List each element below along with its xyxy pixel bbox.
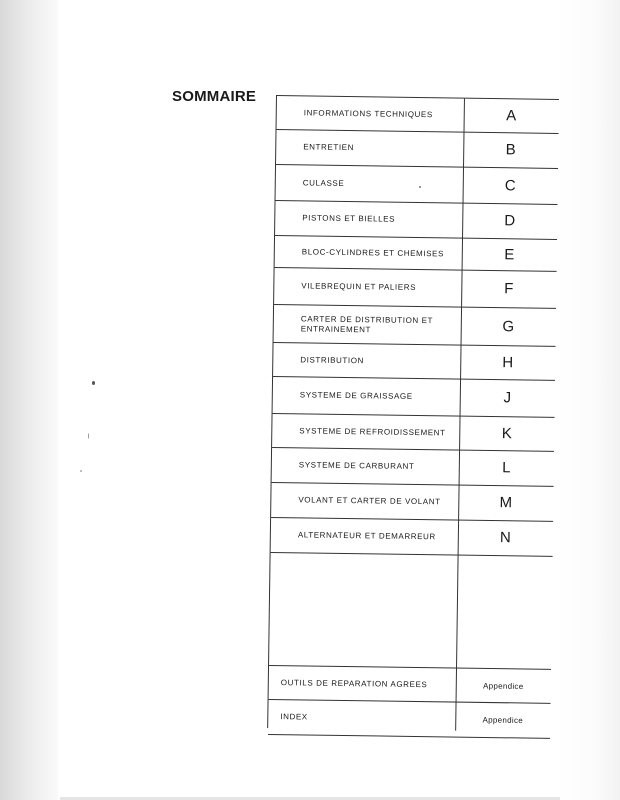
toc-row <box>272 414 554 452</box>
page-title: SOMMAIRE <box>172 88 257 105</box>
toc-section-label: CULASSE <box>302 177 345 188</box>
toc-section-label: BLOC-CYLINDRES ET CHEMISES <box>301 246 445 258</box>
paper-speck <box>92 381 95 385</box>
toc-appendix-row <box>269 666 551 704</box>
toc-appendix-label: INDEX <box>280 712 308 722</box>
toc-section-label: ENTRETIEN <box>303 142 355 153</box>
toc-section-label: SYSTEME DE CARBURANT <box>298 460 415 471</box>
paper-speck <box>88 433 89 439</box>
toc-section-letter: N <box>499 529 511 547</box>
toc-section-label: INFORMATIONS TECHNIQUES <box>303 107 433 119</box>
toc-row <box>275 236 557 272</box>
toc-section-letter: L <box>502 459 511 477</box>
toc-section-letter: B <box>505 141 516 159</box>
page-edge-shadow <box>558 0 620 800</box>
toc-section-letter: G <box>502 317 515 335</box>
toc-row <box>276 165 558 205</box>
toc-section-letter: H <box>502 353 514 371</box>
page-gutter-shadow <box>0 0 58 800</box>
toc-row <box>273 343 555 381</box>
toc-row <box>277 96 559 134</box>
toc-section-label: VOLANT ET CARTER DE VOLANT <box>298 495 441 507</box>
paper-speck <box>80 470 82 472</box>
toc-section-label: SYSTEME DE GRAISSAGE <box>299 390 413 401</box>
toc-blank-row <box>269 553 553 670</box>
toc-section-letter: K <box>501 424 512 442</box>
toc-section-letter: A <box>506 106 517 124</box>
toc-section-letter: F <box>504 280 514 298</box>
toc-section-label: CARTER DE DISTRIBUTION ET ENTRAINEMENT <box>300 313 433 334</box>
toc-row <box>273 377 555 418</box>
toc-section-letter: J <box>503 389 512 407</box>
toc-section-label: ALTERNATEUR ET DEMARREUR <box>297 530 436 542</box>
toc-appendix-marker: Appendice <box>482 715 524 726</box>
toc-row <box>274 268 556 309</box>
toc-section-letter: M <box>499 494 513 512</box>
toc-row <box>275 201 557 240</box>
toc-appendix-label: OUTILS DE REPARATION AGREES <box>280 677 428 689</box>
table-of-contents <box>267 95 559 732</box>
toc-section-label: PISTONS ET BIELLES <box>302 213 396 224</box>
toc-section-label: SYSTEME DE REFROIDISSEMENT <box>299 425 446 437</box>
toc-row <box>274 305 557 347</box>
toc-section-letter: E <box>504 245 515 263</box>
toc-section-letter: D <box>504 212 516 230</box>
toc-appendix-marker: Appendice <box>482 680 524 691</box>
toc-row <box>276 130 558 169</box>
toc-section-label: DISTRIBUTION <box>300 354 365 365</box>
toc-section-letter: C <box>504 176 516 194</box>
toc-row <box>272 448 554 487</box>
toc-section-label: VILEBREQUIN ET PALIERS <box>301 281 417 292</box>
toc-row <box>271 483 553 522</box>
toc-row <box>271 518 553 557</box>
toc-appendix-row <box>268 700 550 739</box>
